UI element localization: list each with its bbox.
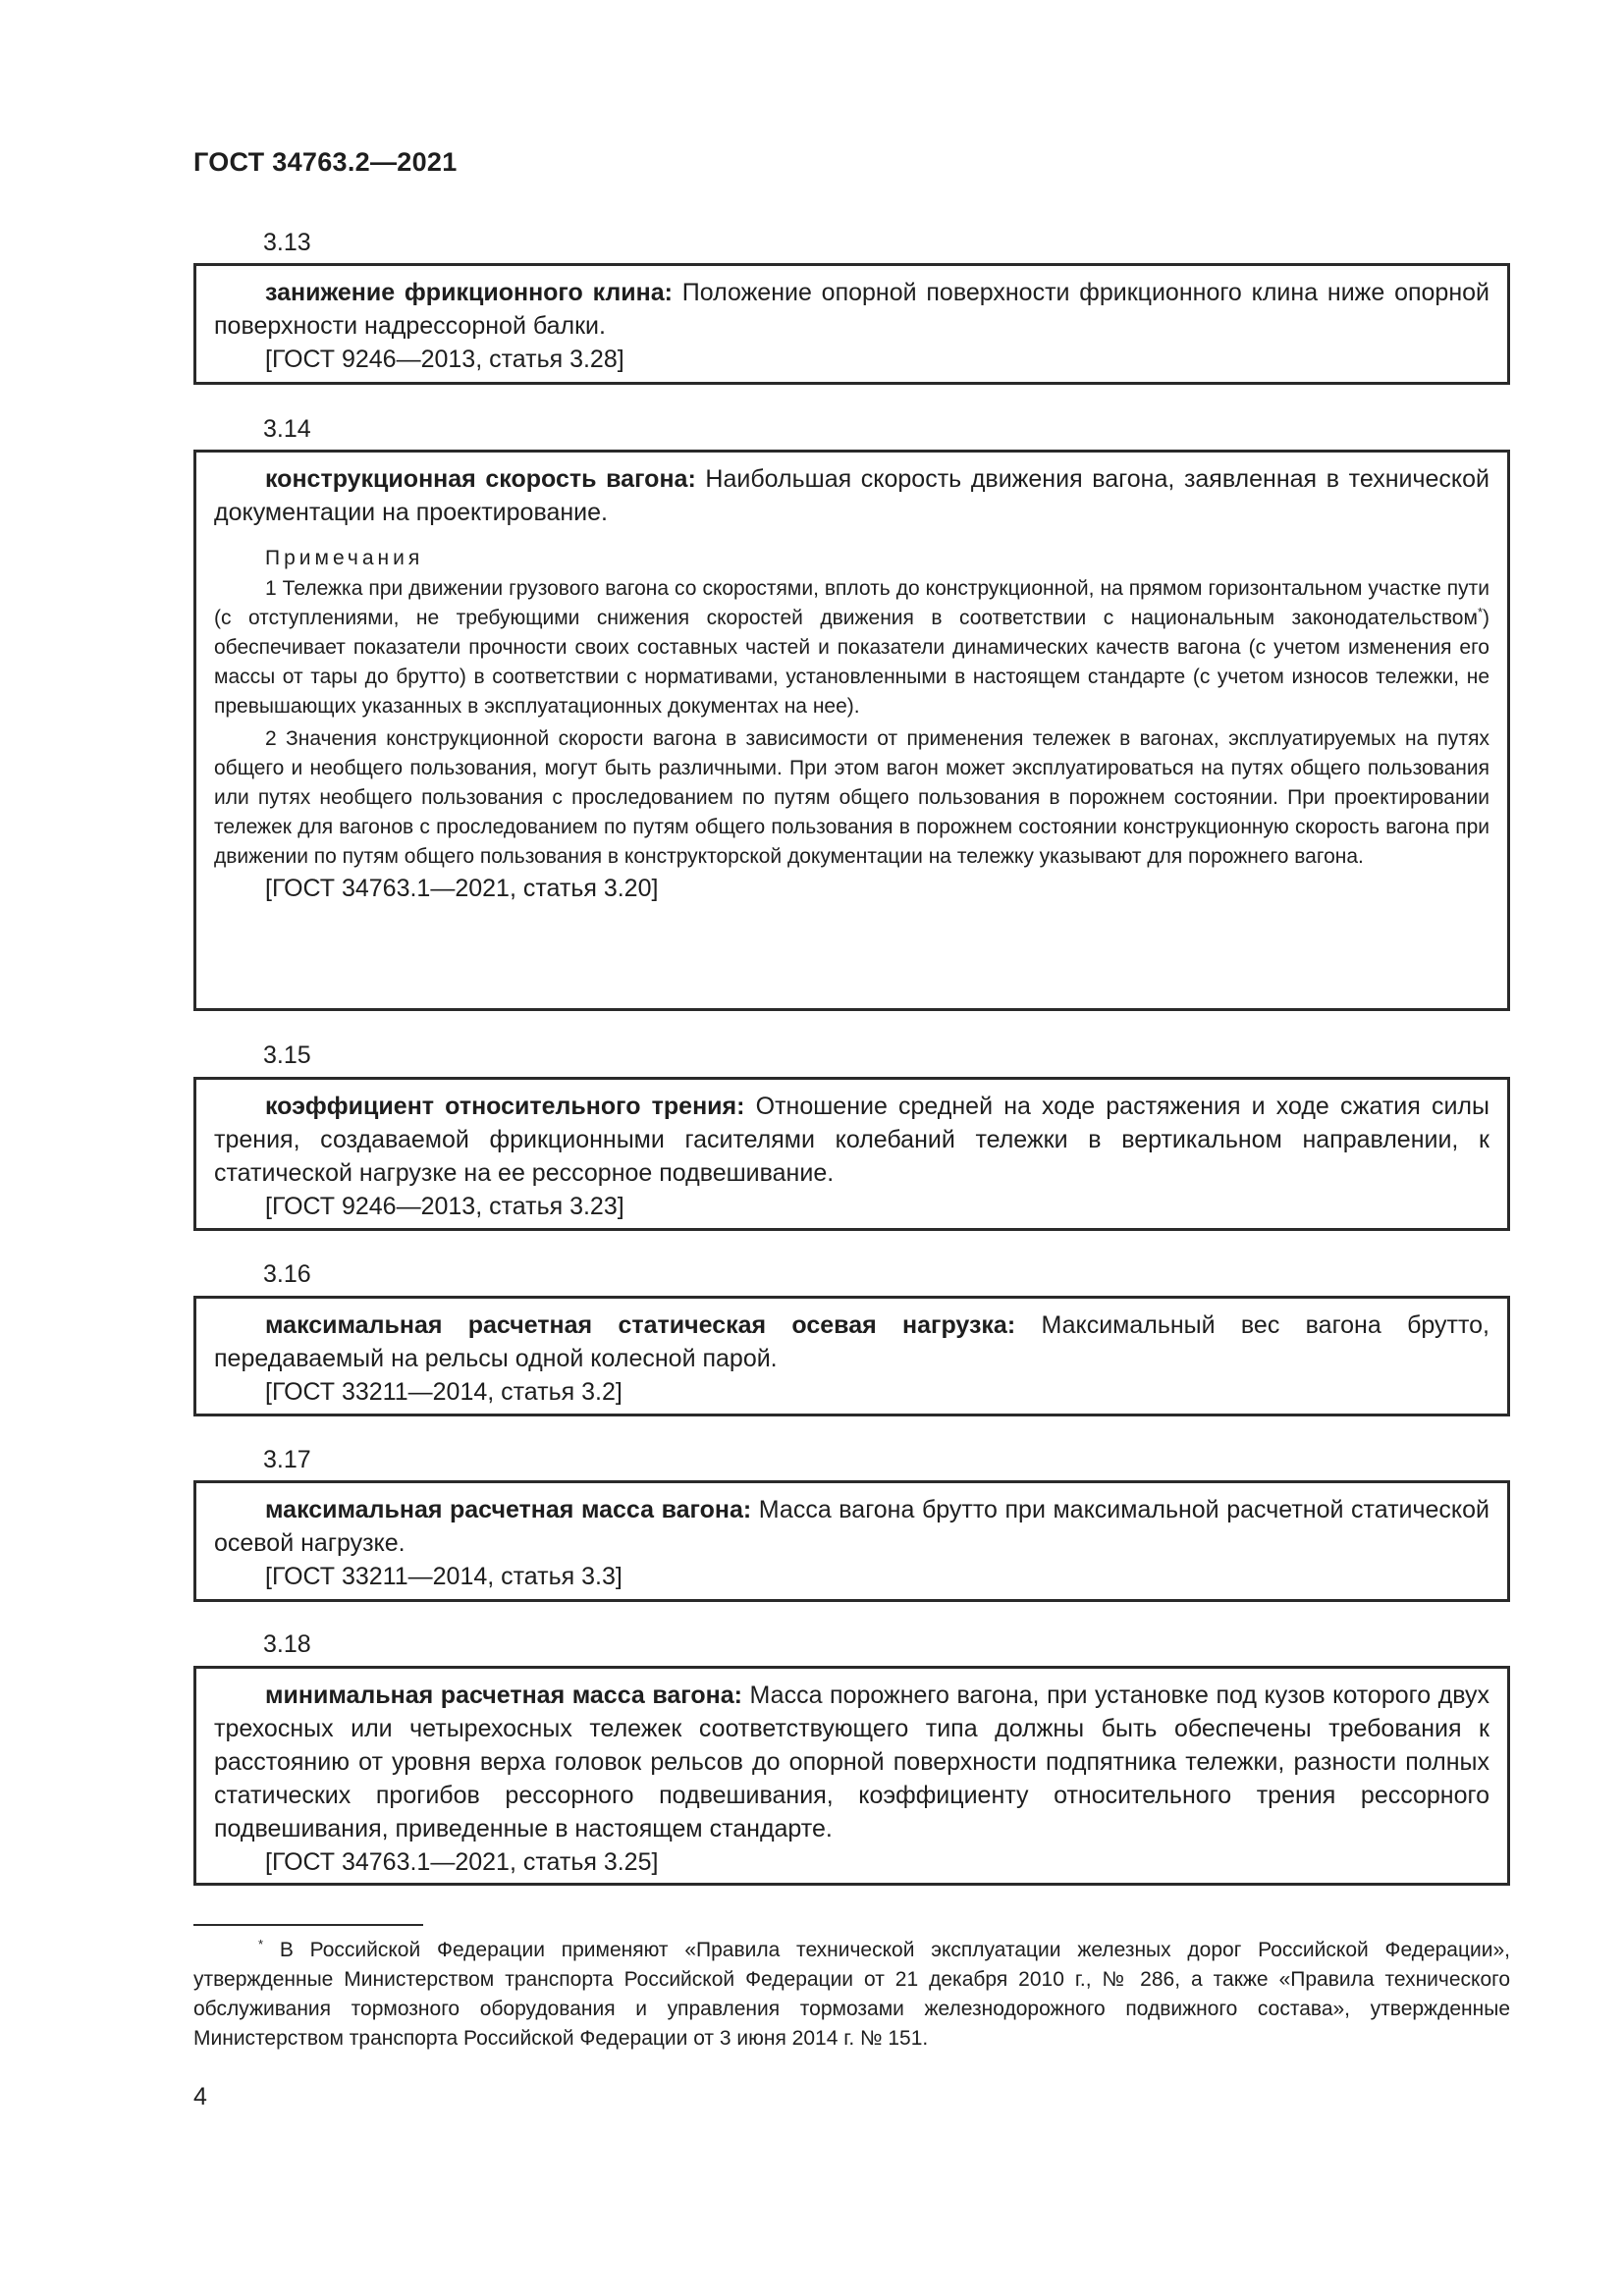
term-source: [ГОСТ 9246—2013, статья 3.28] — [265, 346, 624, 373]
term-number: 3.16 — [263, 1260, 311, 1288]
term-name: конструкционная скорость вагона: — [265, 465, 696, 493]
notes-heading: Примечания — [265, 547, 424, 569]
document-id-header: ГОСТ 34763.2—2021 — [193, 147, 458, 177]
term-number: 3.13 — [263, 229, 311, 256]
term-entry-box — [193, 1480, 1510, 1602]
page-number: 4 — [193, 2083, 207, 2110]
footnote-text: В Российской Федерации применяют «Правила технической эксплуатации железных дорог Российской Федерации», утвержденные Министерством транспорта Российской Федерации от 21 декабря 2010 г., № 286, а также «Правила технического обслуживания тормозного оборудования и управления тормозами железнодорожного подвижного состава», утвержденные Министерством транспорта Российской Федерации от 3 июня 2014 г. № 151. — [193, 1939, 1510, 2050]
term-name: занижение фрикционного клина: — [265, 279, 673, 306]
definition-text: Максимальный вес вагона брутто, передаваемый на рельсы одной колесной парой. — [214, 1311, 1489, 1372]
term-entry-box — [193, 263, 1510, 385]
definition-text: Отношение средней на ходе растяжения и ходе сжатия силы трения, создаваемой фрикционными гасителями колебаний тележки в вертикальном направлении, к статической нагрузке на ее рессорное подвешивание. — [214, 1093, 1489, 1187]
term-definition — [214, 462, 1489, 529]
term-definition — [214, 1090, 1489, 1190]
footnote-mark: * — [258, 1937, 264, 1951]
term-number: 3.14 — [263, 415, 311, 443]
term-source: [ГОСТ 34763.1—2021, статья 3.20] — [265, 875, 659, 902]
term-entry-box — [193, 1077, 1510, 1231]
term-source: [ГОСТ 33211—2014, статья 3.3] — [265, 1563, 623, 1590]
note-2: 2 Значения конструкционной скорости вагона в зависимости от применения тележек в вагонах, эксплуатируемых на путях общего и необщего пользования, могут быть различными. При этом вагон может эксплуатироваться на путях общего пользования или путях необщего пользования с проследованием по путям общего пользования в порожнем состоянии. При проектировании тележек для вагонов с проследованием по путям общего пользования в порожнем состоянии конструкционную скорость вагона при движении по путям общего пользования в конструкторской документации на тележку указывают для порожнего вагона. — [214, 727, 1489, 868]
term-source: [ГОСТ 33211—2014, статья 3.2] — [265, 1378, 623, 1406]
term-source: [ГОСТ 34763.1—2021, статья 3.25] — [265, 1848, 659, 1876]
definition-text: Положение опорной поверхности фрикционного клина ниже опорной поверхности надрессорной балки. — [214, 279, 1489, 340]
note-1-text-b: ) обеспечивает показатели прочности своих составных частей и показатели динамических качеств вагона (с учетом изменения его массы от тары до брутто) в соответствии с нормативами, установленными в настоящем стандарте (с учетом износов тележки, не превышающих указанных в эксплуатационных документах на нее). — [214, 607, 1489, 718]
note-1 — [214, 574, 1489, 721]
term-number: 3.15 — [263, 1041, 311, 1069]
term-number: 3.18 — [263, 1630, 311, 1658]
term-definition — [214, 1308, 1489, 1375]
term-entry-box — [193, 450, 1510, 1011]
note-1-text-a: 1 Тележка при движении грузового вагона со скоростями, вплоть до конструкционной, на прямом горизонтальном участке пути (с отступлениями, не требующими снижения скоростей движения в соответствии с национальным законодательством — [214, 577, 1489, 629]
footnote-reference-mark[interactable]: * — [1477, 605, 1483, 619]
term-definition — [214, 1679, 1489, 1845]
term-definition — [214, 1493, 1489, 1560]
term-number: 3.17 — [263, 1446, 311, 1473]
term-source: [ГОСТ 9246—2013, статья 3.23] — [265, 1193, 624, 1220]
term-name: максимальная расчетная масса вагона: — [265, 1496, 752, 1523]
term-entry-box — [193, 1666, 1510, 1886]
definition-text: Масса порожнего вагона, при установке под кузов которого двух трехосных или четырехосных тележек соответствующего типа должны быть обеспечены требования к расстоянию от уровня верха головок рельсов до опорной поверхности подпятника тележки, разности полных статических прогибов рессорного подвешивания, коэффициенту относительного трения рессорного подвешивания, приведенные в настоящем стандарте. — [214, 1682, 1489, 1842]
term-name: минимальная расчетная масса вагона: — [265, 1682, 742, 1709]
definition-text: Масса вагона брутто при максимальной расчетной статической осевой нагрузке. — [214, 1496, 1489, 1557]
term-name: коэффициент относительного трения: — [265, 1093, 745, 1120]
definition-text: Наибольшая скорость движения вагона, заявленная в технической документации на проектирование. — [214, 465, 1489, 526]
term-entry-box — [193, 1296, 1510, 1416]
term-name: максимальная расчетная статическая осевая нагрузка: — [265, 1311, 1016, 1339]
footnote — [193, 1936, 1510, 2054]
term-definition — [214, 276, 1489, 343]
footnote-divider — [193, 1924, 423, 1926]
